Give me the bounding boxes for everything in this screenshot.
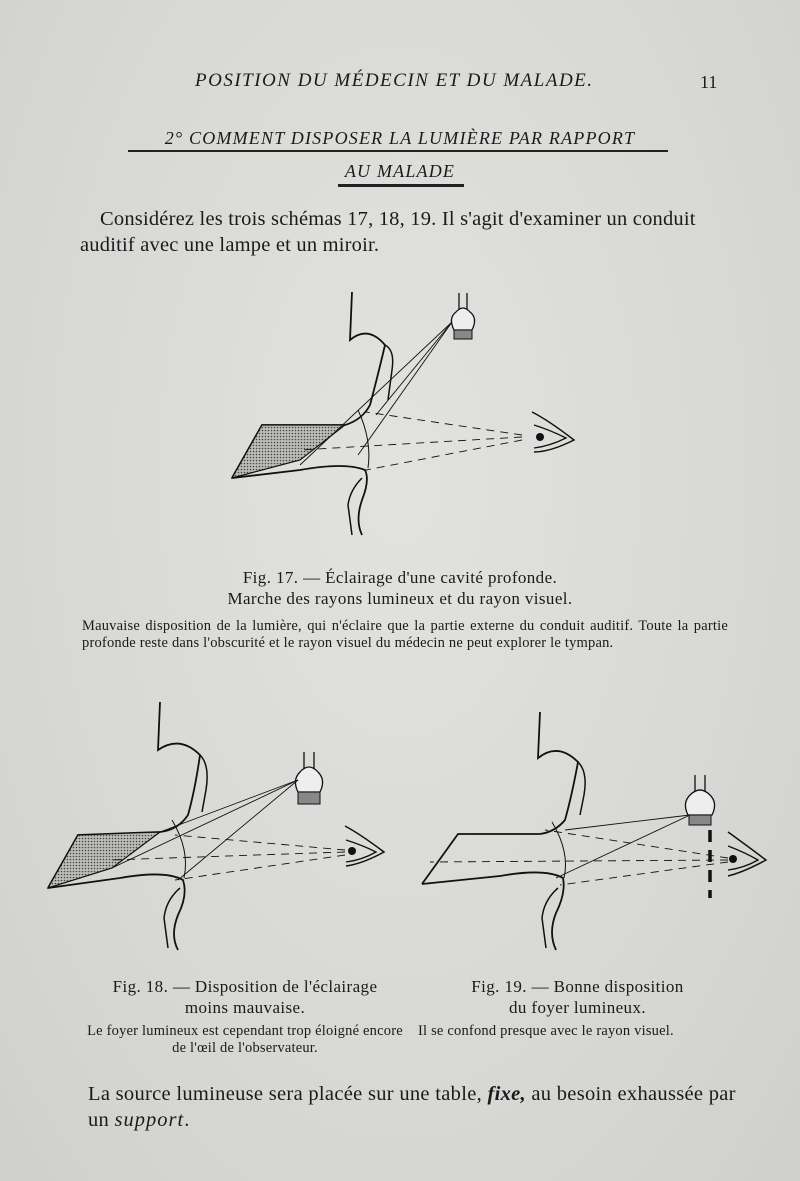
eye-icon	[728, 832, 766, 876]
figure-18-drawing	[48, 702, 384, 950]
closing-text-before: La source lumineuse sera placée sur une table,	[88, 1083, 488, 1105]
section-title-line2: AU MALADE	[344, 161, 456, 181]
figure-19-caption-line1: Fig. 19. — Bonne disposition	[471, 977, 684, 996]
figure-17-caption	[150, 567, 650, 609]
eye-icon	[345, 826, 384, 866]
closing-text-after: .	[184, 1109, 190, 1131]
closing-emphasis-support: support	[114, 1109, 185, 1131]
lamp-icon	[451, 293, 474, 339]
closing-emphasis-fixe: fixe,	[487, 1083, 526, 1105]
figure-18-note: Le foyer lumineux est cependant trop éloigné encore de l'œil de l'observateur.	[87, 1023, 403, 1056]
page-number: 11	[700, 72, 718, 92]
lamp-icon	[685, 775, 714, 825]
figure-18-caption-line1: Fig. 18. — Disposition de l'éclairage	[112, 977, 378, 996]
figure-17-caption-line2: Marche des rayons lumineux et du rayon visuel.	[227, 589, 573, 608]
closing-text-middle: au besoin exhaussée par un	[88, 1083, 736, 1131]
figure-17-note: Mauvaise disposition de la lumière, qui n'éclaire que la partie externe du conduit auditif. Toute la partie profonde reste dans l'obscurité et le rayon visuel du médecin ne peut explorer le tympan.	[82, 618, 728, 651]
figure-18-caption	[85, 976, 405, 1018]
lamp-icon	[295, 752, 322, 804]
running-head: POSITION DU MÉDECIN ET DU MALADE.	[195, 70, 594, 91]
figure-17-caption-line1: Fig. 17. — Éclairage d'une cavité profonde.	[242, 568, 558, 587]
figure-19-caption	[425, 976, 730, 1018]
figure-19-drawing	[422, 712, 766, 950]
figure-19-caption-line2: du foyer lumineux.	[508, 998, 647, 1017]
figure-19-note: Il se confond presque avec le rayon visuel.	[418, 1023, 674, 1039]
figure-18-caption-line2: moins mauvaise.	[184, 998, 306, 1017]
intro-paragraph: Considérez les trois schémas 17, 18, 19. Il s'agit d'examiner un conduit auditif avec une lampe et un miroir.	[80, 208, 696, 256]
eye-icon	[532, 412, 574, 452]
closing-paragraph	[88, 1081, 758, 1133]
section-title-line1: 2° COMMENT DISPOSER LA LUMIÈRE PAR RAPPORT	[164, 128, 636, 148]
figure-17-drawing	[232, 292, 574, 535]
